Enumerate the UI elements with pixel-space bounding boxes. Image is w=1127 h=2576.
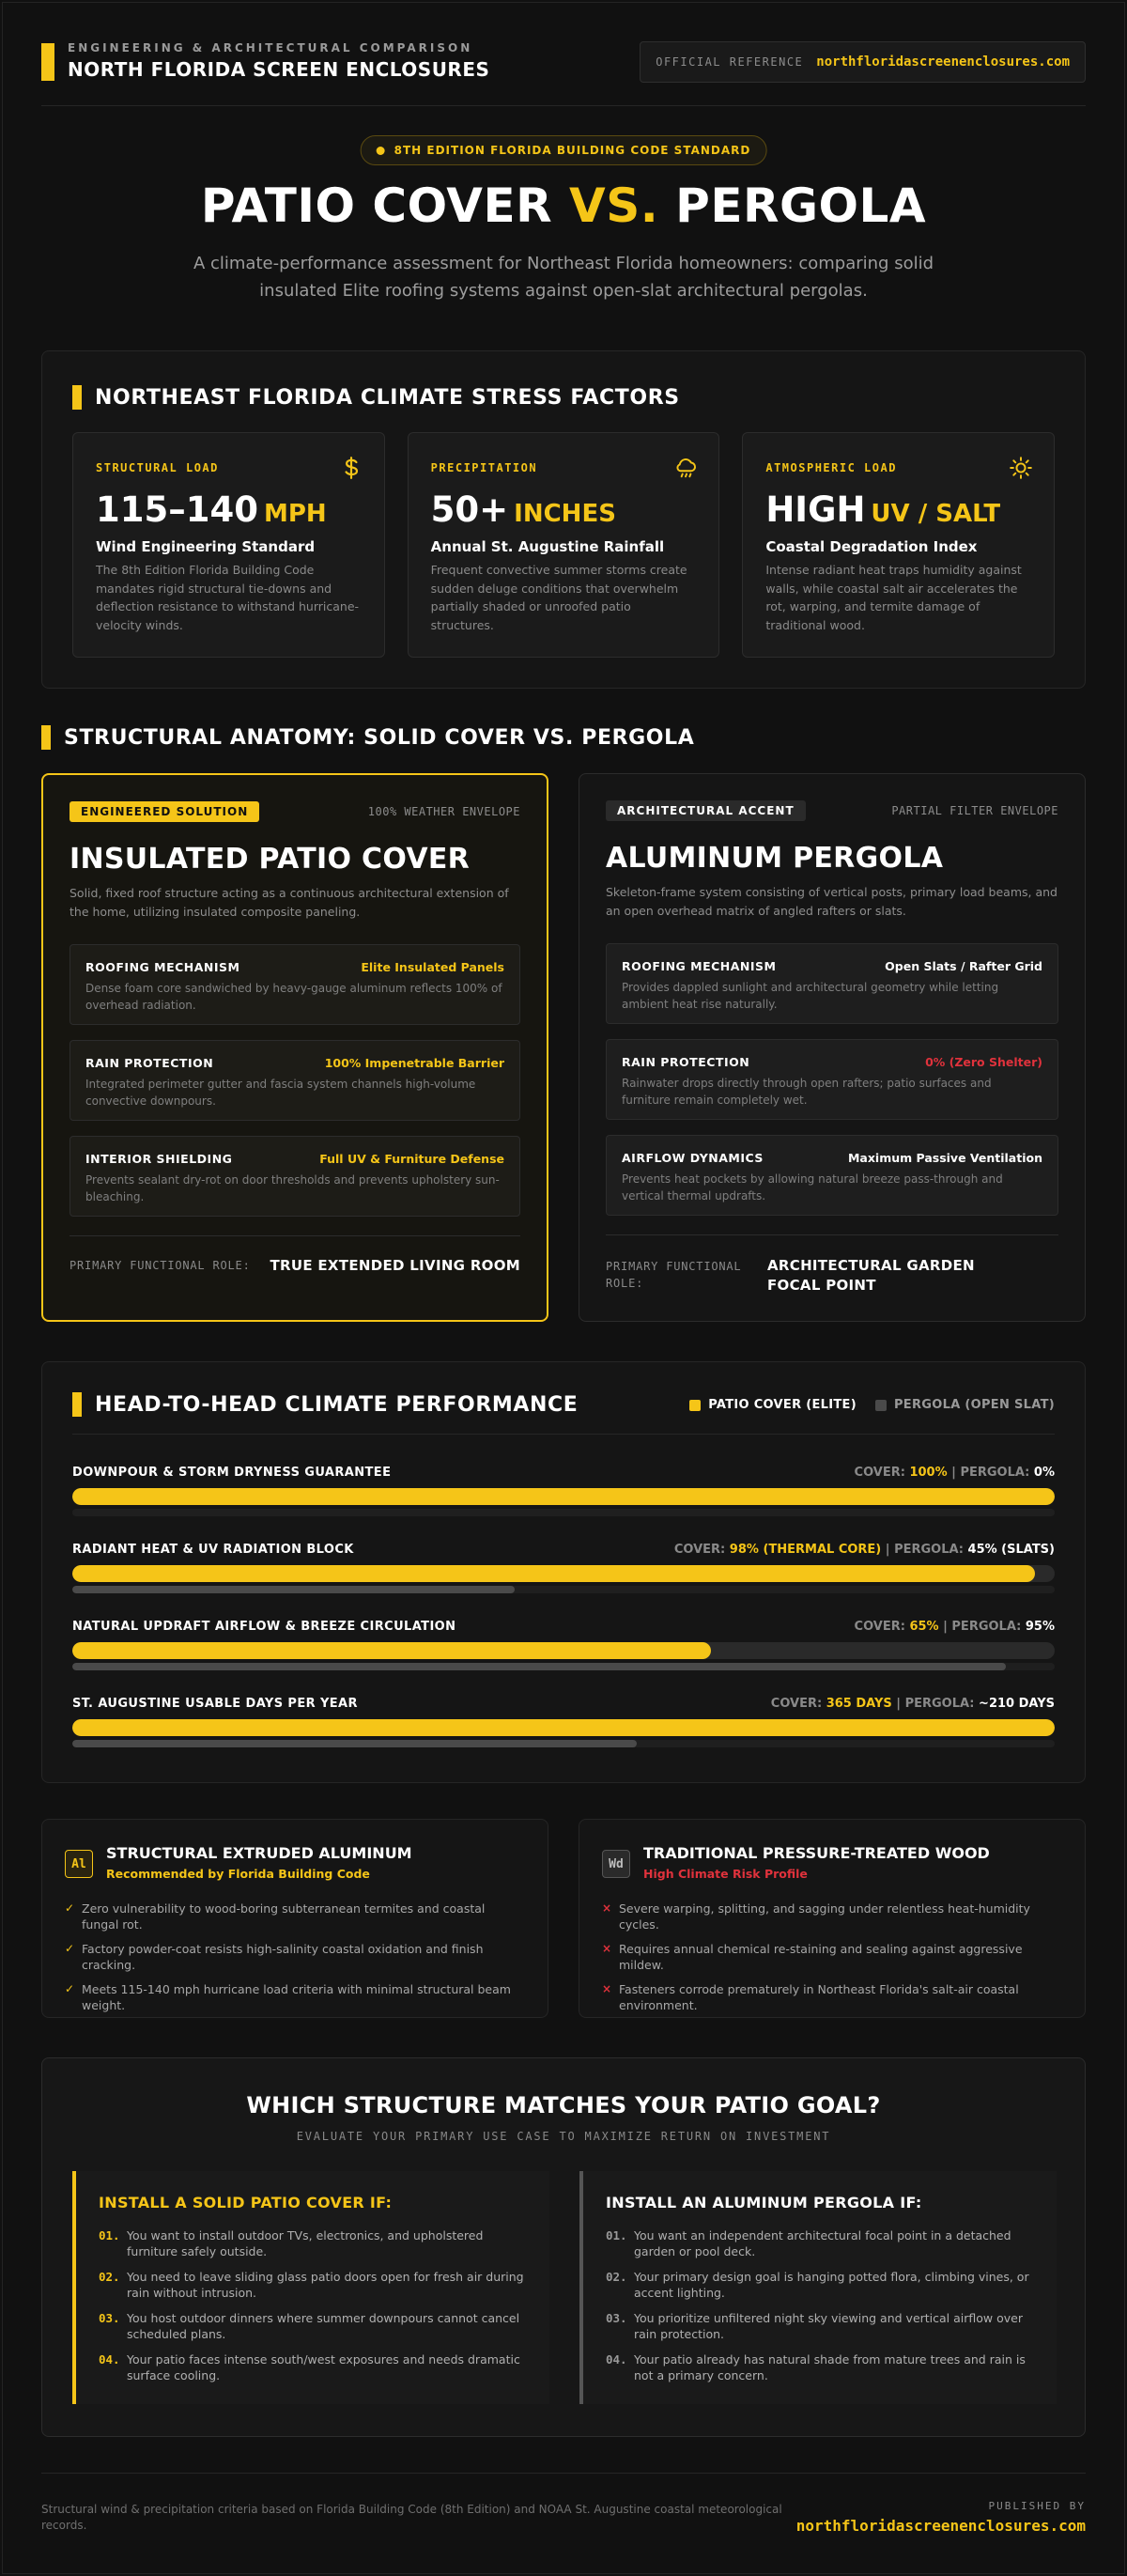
legend-item-cover	[689, 1398, 857, 1412]
performance-section-title: HEAD-TO-HEAD CLIMATE PERFORMANCE	[95, 1392, 579, 1417]
anatomy-section-heading	[41, 725, 694, 750]
metric-name: NATURAL UPDRAFT AIRFLOW & BREEZE CIRCULATION	[72, 1620, 456, 1634]
material-subtitle: High Climate Risk Profile	[643, 1867, 808, 1881]
pergola-bar	[72, 1740, 637, 1747]
section-accent-bar	[41, 725, 51, 750]
hero-title-pergola: PERGOLA	[675, 178, 927, 233]
climate-card-rain	[408, 432, 720, 658]
value-unit: UV / SALT	[871, 500, 1001, 528]
cross-icon: ×	[602, 1982, 612, 1995]
item-number: 02.	[99, 2270, 120, 2284]
spec-desc: Provides dappled sunlight and architectural geometry while letting ambient heat rise naturally.	[622, 981, 999, 1011]
hero-subtitle: A climate-performance assessment for Northeast Florida homeowners: comparing solid insulated Elite roofing systems against open-slat architectural pergolas.	[193, 254, 934, 301]
list-item-text: Severe warping, splitting, and sagging under relentless heat-humidity cycles.	[619, 1901, 1030, 1932]
climate-card-desc: Intense radiant heat traps humidity against walls, while coastal salt air accelerates the rot, warping, and termite damage of traditional wood.	[765, 563, 1022, 632]
item-number: 03.	[99, 2311, 120, 2325]
goal-cover-column	[72, 2171, 549, 2404]
anatomy-section-title: STRUCTURAL ANATOMY: SOLID COVER VS. PERGOLA	[64, 725, 695, 750]
item-text: You want an independent architectural focal point in a detached garden or pool deck.	[634, 2228, 1011, 2258]
role-value: ARCHITECTURAL GARDEN FOCAL POINT	[767, 1257, 975, 1294]
header-title: NORTH FLORIDA SCREEN ENCLOSURES	[68, 58, 490, 81]
spec-desc: Dense foam core sandwiched by heavy-gauge aluminum reflects 100% of overhead radiation.	[85, 982, 502, 1012]
spec-desc: Prevents sealant dry-rot on door thresholds and prevents upholstery sun-bleaching.	[85, 1173, 500, 1203]
climate-card-label: STRUCTURAL LOAD	[96, 461, 219, 474]
rain-cloud-icon	[673, 456, 698, 480]
cover-track	[72, 1719, 1055, 1736]
item-text: You host outdoor dinners where summer downpours cannot cancel scheduled plans.	[127, 2311, 520, 2341]
role-label: PRIMARY FUNCTIONAL ROLE:	[606, 1260, 742, 1290]
spec-value: 0% (Zero Shelter)	[925, 1055, 1042, 1069]
metric-values: COVER: 365 DAYS | PERGOLA: ~210 DAYS	[770, 1697, 1055, 1711]
item-number: 04.	[606, 2352, 627, 2367]
pergola-role	[606, 1234, 1058, 1294]
climate-card-name: Annual St. Augustine Rainfall	[430, 538, 665, 555]
pergola-label: PERGOLA:	[960, 1466, 1030, 1480]
value-number: HIGH	[765, 489, 866, 530]
cross-icon: ×	[602, 1942, 612, 1955]
list-item	[99, 2351, 527, 2383]
value-number: 50+	[430, 489, 509, 530]
climate-card-desc: Frequent convective summer storms create sudden deluge conditions that overwhelm partially shaded or unroofed patio structures.	[430, 563, 687, 632]
sun-icon	[1009, 456, 1033, 480]
list-item-text: Requires annual chemical re-staining and sealing against aggressive mildew.	[619, 1942, 1023, 1972]
spec-name: ROOFING MECHANISM	[622, 959, 777, 973]
list-item	[99, 2269, 527, 2301]
list-item-text: Zero vulnerability to wood-boring subterranean termites and coastal fungal rot.	[82, 1901, 486, 1932]
material-title: STRUCTURAL EXTRUDED ALUMINUM	[106, 1844, 412, 1862]
spec-value: Maximum Passive Ventilation	[847, 1151, 1042, 1165]
list-item	[606, 2310, 1034, 2342]
climate-card-label: PRECIPITATION	[430, 461, 538, 474]
climate-card-atmosphere	[742, 432, 1055, 658]
cover-value: 65%	[909, 1620, 939, 1634]
footer-website-link[interactable]: northfloridascreenenclosures.com	[795, 2517, 1086, 2535]
item-text: Your patio faces intense south/west exposures and needs dramatic surface cooling.	[127, 2352, 520, 2382]
climate-card-name: Coastal Degradation Index	[765, 538, 978, 555]
pergola-spec-row	[606, 943, 1058, 1024]
material-risks-list	[602, 1901, 1062, 2022]
list-item	[99, 2227, 527, 2259]
patio-goal-panel	[41, 2057, 1086, 2437]
cover-bar	[72, 1565, 1035, 1582]
climate-card-wind	[72, 432, 385, 658]
list-item-text: Factory powder-coat resists high-salinity coastal oxidation and finish cracking.	[82, 1942, 484, 1972]
pergola-envelope-label: PARTIAL FILTER ENVELOPE	[891, 804, 1058, 817]
performance-row	[72, 1620, 1055, 1680]
list-item	[606, 2227, 1034, 2259]
code-standard-badge	[361, 135, 767, 165]
check-icon: ✓	[65, 1942, 75, 1955]
cover-track	[72, 1565, 1055, 1582]
footer-source-note: Structural wind & precipitation criteria based on Florida Building Code (8th Edition) and NOAA St. Augustine coastal meteorological records.	[41, 2503, 782, 2532]
legend-swatch	[689, 1400, 701, 1411]
list-item	[65, 1901, 525, 1932]
cover-spec-row	[69, 1136, 520, 1217]
metric-name: ST. AUGUSTINE USABLE DAYS PER YEAR	[72, 1697, 358, 1711]
performance-row	[72, 1543, 1055, 1603]
spec-name: AIRFLOW DYNAMICS	[622, 1151, 764, 1165]
role-value: TRUE EXTENDED LIVING ROOM	[270, 1257, 520, 1274]
item-text: Your patio already has natural shade from mature trees and rain is not a primary concern.	[634, 2352, 1026, 2382]
pergola-track	[72, 1509, 1055, 1516]
pergola-label: PERGOLA:	[951, 1620, 1022, 1634]
section-accent-bar	[72, 1392, 82, 1417]
list-item	[65, 1941, 525, 1973]
badge-label: 8TH EDITION FLORIDA BUILDING CODE STANDARD	[394, 144, 751, 157]
header	[41, 38, 1086, 106]
pergola-description: Skeleton-frame system consisting of vertical posts, primary load beams, and an open overhead matrix of angled rafters or slats.	[606, 885, 1058, 918]
cover-description: Solid, fixed roof structure acting as a continuous architectural extension of the home, utilizing insulated composite paneling.	[69, 886, 509, 919]
pergola-track	[72, 1586, 1055, 1593]
pergola-bar	[72, 1663, 1006, 1670]
hero-title-cover: PATIO COVER	[200, 178, 553, 233]
cover-bar	[72, 1719, 1055, 1736]
spec-desc: Rainwater drops directly through open rafters; patio surfaces and furniture remain completely wet.	[622, 1077, 992, 1107]
pergola-value: ~210 DAYS	[979, 1697, 1055, 1711]
cover-role	[69, 1235, 520, 1274]
goal-column-title: INSTALL AN ALUMINUM PERGOLA IF:	[606, 2194, 922, 2211]
cover-value: 100%	[909, 1466, 948, 1480]
material-title: TRADITIONAL PRESSURE-TREATED WOOD	[643, 1844, 990, 1862]
metric-name: DOWNPOUR & STORM DRYNESS GUARANTEE	[72, 1466, 392, 1480]
item-number: 01.	[606, 2228, 627, 2242]
goal-subtitle: EVALUATE YOUR PRIMARY USE CASE TO MAXIMIZE RETURN ON INVESTMENT	[296, 2130, 831, 2143]
cover-value: 365 DAYS	[826, 1697, 892, 1711]
legend-swatch	[875, 1400, 887, 1411]
spec-desc: Integrated perimeter gutter and fascia system channels high-volume convective downpours.	[85, 1078, 476, 1108]
pergola-card	[579, 773, 1086, 1322]
pergola-tag: ARCHITECTURAL ACCENT	[606, 800, 806, 821]
performance-legend	[689, 1398, 1055, 1412]
pergola-title: ALUMINUM PERGOLA	[606, 842, 944, 875]
pergola-label: PERGOLA:	[894, 1543, 964, 1557]
dollar-icon	[339, 456, 363, 480]
spec-value: Elite Insulated Panels	[361, 960, 504, 974]
reference-link[interactable]: northfloridascreenenclosures.com	[816, 54, 1070, 70]
value-unit: INCHES	[514, 500, 616, 528]
climate-section-heading	[72, 385, 680, 410]
check-icon: ✓	[65, 1982, 75, 1995]
list-item-text: Meets 115-140 mph hurricane load criteria with minimal structural beam weight.	[82, 1982, 511, 2012]
climate-stress-panel	[41, 350, 1086, 689]
item-text: Your primary design goal is hanging potted flora, climbing vines, or accent lighting.	[634, 2270, 1029, 2300]
cover-bar	[72, 1488, 1055, 1505]
check-icon: ✓	[65, 1901, 75, 1915]
cover-envelope-label: 100% WEATHER ENVELOPE	[367, 805, 520, 818]
pergola-track	[72, 1663, 1055, 1670]
list-item	[602, 1941, 1062, 1973]
cover-spec-row	[69, 1040, 520, 1121]
list-item	[602, 1981, 1062, 2013]
climate-card-value	[765, 489, 1000, 530]
cover-label: COVER:	[673, 1543, 726, 1557]
pergola-track	[72, 1740, 1055, 1747]
wood-element-icon: Wd	[602, 1850, 630, 1878]
cover-title: INSULATED PATIO COVER	[69, 843, 471, 876]
pergola-bar	[72, 1586, 515, 1593]
list-item-text: Fasteners corrode prematurely in Northeast Florida's salt-air coastal environment.	[619, 1982, 1019, 2012]
legend-label: PATIO COVER (ELITE)	[708, 1398, 857, 1412]
cover-track	[72, 1488, 1055, 1505]
spec-name: RAIN PROTECTION	[85, 1056, 214, 1070]
climate-card-value	[96, 489, 327, 530]
pergola-label: PERGOLA:	[904, 1697, 975, 1711]
list-item	[606, 2269, 1034, 2301]
cross-icon: ×	[602, 1901, 612, 1915]
header-kicker: ENGINEERING & ARCHITECTURAL COMPARISON	[68, 41, 473, 54]
role-label: PRIMARY FUNCTIONAL ROLE:	[69, 1259, 251, 1272]
spec-value: Open Slats / Rafter Grid	[885, 959, 1042, 973]
spec-name: RAIN PROTECTION	[622, 1055, 750, 1069]
value-unit: MPH	[263, 500, 327, 528]
material-benefits-list	[65, 1901, 525, 2022]
spec-name: ROOFING MECHANISM	[85, 960, 240, 974]
cover-label: COVER:	[854, 1620, 905, 1634]
list-item	[99, 2310, 527, 2342]
list-item	[65, 1981, 525, 2013]
spec-value: 100% Impenetrable Barrier	[324, 1056, 504, 1070]
performance-row	[72, 1466, 1055, 1526]
header-accent-bar	[41, 43, 54, 81]
list-item	[606, 2351, 1034, 2383]
legend-item-pergola	[875, 1398, 1055, 1412]
pergola-value: 0%	[1033, 1466, 1055, 1480]
reference-label: OFFICIAL REFERENCE	[656, 55, 804, 69]
goal-title: WHICH STRUCTURE MATCHES YOUR PATIO GOAL?	[246, 2092, 881, 2118]
hero-title	[0, 178, 1127, 233]
wood-material-card	[579, 1819, 1086, 2018]
metric-values: COVER: 100% | PERGOLA: 0%	[854, 1466, 1055, 1480]
pergola-spec-row	[606, 1135, 1058, 1216]
badge-dot-icon	[377, 147, 385, 155]
spec-desc: Prevents heat pockets by allowing natural breeze pass-through and vertical thermal updrafts.	[622, 1172, 1003, 1203]
metric-values: COVER: 98% (THERMAL CORE) | PERGOLA: 45% (SLATS)	[673, 1543, 1055, 1557]
performance-section-heading	[72, 1392, 578, 1417]
cover-label: COVER:	[770, 1697, 823, 1711]
climate-card-desc: The 8th Edition Florida Building Code mandates rigid structural tie-downs and deflection resistance to withstand hurricane-velocity winds.	[96, 563, 360, 632]
climate-section-title: NORTHEAST FLORIDA CLIMATE STRESS FACTORS	[95, 385, 680, 410]
divider	[72, 1434, 1055, 1435]
goal-pergola-list	[606, 2227, 1034, 2393]
spec-name: INTERIOR SHIELDING	[85, 1152, 233, 1166]
performance-row	[72, 1697, 1055, 1757]
cover-tag: ENGINEERED SOLUTION	[69, 801, 259, 822]
climate-card-name: Wind Engineering Standard	[96, 538, 316, 555]
cover-spec-row	[69, 944, 520, 1025]
section-accent-bar	[72, 385, 82, 410]
goal-cover-list	[99, 2227, 527, 2393]
climate-card-label: ATMOSPHERIC LOAD	[765, 461, 897, 474]
material-subtitle: Recommended by Florida Building Code	[106, 1867, 370, 1881]
spec-value: Full UV & Furniture Defense	[319, 1152, 504, 1166]
cover-value: 98% (THERMAL CORE)	[729, 1543, 882, 1557]
cover-track	[72, 1642, 1055, 1659]
climate-card-value	[431, 489, 616, 530]
climate-card-grid	[72, 432, 1055, 658]
item-number: 04.	[99, 2352, 120, 2367]
value-number: 115–140	[96, 489, 258, 530]
patio-cover-card	[41, 773, 548, 1322]
hero-title-vs: VS.	[569, 178, 659, 233]
metric-values: COVER: 65% | PERGOLA: 95%	[854, 1620, 1055, 1634]
footer-published-label: PUBLISHED BY	[988, 2500, 1086, 2512]
metric-name: RADIANT HEAT & UV RADIATION BLOCK	[72, 1543, 354, 1557]
legend-label: PERGOLA (OPEN SLAT)	[893, 1398, 1055, 1412]
list-item	[602, 1901, 1062, 1932]
aluminum-element-icon: Al	[65, 1850, 93, 1878]
item-text: You need to leave sliding glass patio doors open for fresh air during rain without intrusion.	[127, 2270, 524, 2300]
pergola-spec-row	[606, 1039, 1058, 1120]
cover-label: COVER:	[854, 1466, 905, 1480]
official-reference-box	[640, 41, 1086, 83]
performance-panel	[41, 1361, 1086, 1783]
item-number: 01.	[99, 2228, 120, 2242]
cover-bar	[72, 1642, 711, 1659]
item-number: 02.	[606, 2270, 627, 2284]
pergola-value: 95%	[1025, 1620, 1055, 1634]
item-text: You want to install outdoor TVs, electronics, and upholstered furniture safely outside.	[127, 2228, 484, 2258]
footer	[41, 2473, 1086, 2535]
item-number: 03.	[606, 2311, 627, 2325]
goal-column-title: INSTALL A SOLID PATIO COVER IF:	[99, 2194, 393, 2211]
item-text: You prioritize unfiltered night sky viewing and vertical airflow over rain protection.	[634, 2311, 1023, 2341]
pergola-value: 45% (SLATS)	[967, 1543, 1055, 1557]
aluminum-material-card	[41, 1819, 548, 2018]
goal-pergola-column	[579, 2171, 1057, 2404]
